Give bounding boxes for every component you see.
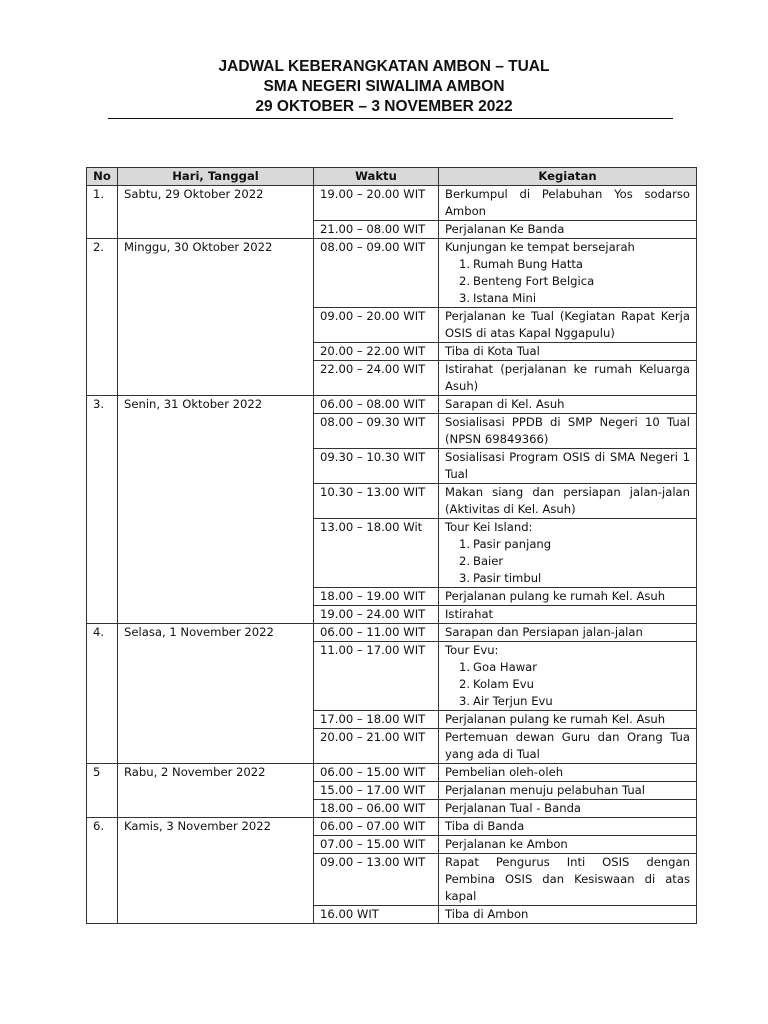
activity-cell: [439, 764, 697, 782]
list-item-text: Goa Hawar: [473, 660, 538, 674]
activity-text: Perjalanan pulang ke rumah Kel. Asuh: [445, 589, 666, 603]
list-item-text: Air Terjun Evu: [473, 694, 553, 708]
title-line-1: JADWAL KEBERANGKATAN AMBON – TUAL: [218, 58, 550, 75]
list-item-text: Kolam Evu: [473, 677, 534, 691]
activity-cell: [439, 782, 697, 800]
time-slot: 06.00 – 15.00 WIT: [314, 764, 439, 782]
activity-text: Tiba di Kota Tual: [445, 344, 540, 358]
activity-text: Pembelian oleh-oleh: [445, 765, 564, 779]
list-item-number: 2.: [459, 274, 471, 288]
activity-cell: [439, 854, 697, 906]
activity-text: Perjalanan pulang ke rumah Kel. Asuh: [445, 712, 666, 726]
time-slot: 06.00 – 07.00 WIT: [314, 818, 439, 836]
list-item-number: 1.: [459, 537, 471, 551]
time-slot: 10.30 – 13.00 WIT: [314, 484, 439, 519]
activity-text: Sarapan dan Persiapan jalan-jalan: [445, 625, 643, 639]
schedule-table: [86, 167, 697, 924]
activity-list-item: [445, 659, 690, 676]
title-underline: [108, 118, 673, 119]
time-slot: 09.00 – 13.00 WIT: [314, 854, 439, 906]
list-item-number: 1.: [459, 660, 471, 674]
activity-text: Makan siang dan persiapan jalan-jalan (Aktivitas di Kel. Asuh): [445, 485, 690, 516]
time-slot: 19.00 – 24.00 WIT: [314, 606, 439, 624]
activity-text: Sarapan di Kel. Asuh: [445, 397, 565, 411]
time-slot: 22.00 – 24.00 WIT: [314, 361, 439, 396]
activity-cell: [439, 836, 697, 854]
header-time: Waktu: [314, 168, 439, 186]
time-slot: 18.00 – 19.00 WIT: [314, 588, 439, 606]
header-no: No: [87, 168, 118, 186]
activity-text: Berkumpul di Pelabuhan Yos sodarso Ambon: [445, 187, 690, 218]
table-row: [87, 764, 697, 782]
activity-list-item: [445, 290, 690, 307]
list-item-number: 2.: [459, 677, 471, 691]
activity-list-item: [445, 553, 690, 570]
time-slot: 11.00 – 17.00 WIT: [314, 642, 439, 711]
list-item-text: Pasir timbul: [473, 571, 542, 585]
activity-cell: [439, 642, 697, 711]
document-title: [0, 57, 768, 117]
activity-list-item: [445, 570, 690, 587]
activity-list-item: [445, 256, 690, 273]
activity-text: Tour Evu:: [445, 643, 499, 657]
time-slot: 15.00 – 17.00 WIT: [314, 782, 439, 800]
list-item-text: Benteng Fort Belgica: [473, 274, 595, 288]
activity-cell: [439, 606, 697, 624]
day-date: Rabu, 2 November 2022: [118, 764, 314, 818]
time-slot: 06.00 – 08.00 WIT: [314, 396, 439, 414]
time-slot: 08.00 – 09.00 WIT: [314, 239, 439, 308]
table-row: [87, 239, 697, 308]
activity-cell: [439, 729, 697, 764]
activity-text: Pertemuan dewan Guru dan Orang Tua yang ada di Tual: [445, 730, 690, 761]
header-activity: Kegiatan: [439, 168, 697, 186]
activity-text: Istirahat: [445, 607, 494, 621]
header-day-date: Hari, Tanggal: [118, 168, 314, 186]
activity-text: Perjalanan ke Ambon: [445, 837, 568, 851]
time-slot: 07.00 – 15.00 WIT: [314, 836, 439, 854]
activity-cell: [439, 519, 697, 588]
activity-cell: [439, 624, 697, 642]
day-number: 6.: [87, 818, 118, 924]
day-date: Minggu, 30 Oktober 2022: [118, 239, 314, 396]
activity-cell: [439, 484, 697, 519]
day-number: 1.: [87, 186, 118, 239]
activity-text: Perjalanan ke Tual (Kegiatan Rapat Kerja OSIS di atas Kapal Nggapulu): [445, 309, 690, 340]
time-slot: 16.00 WIT: [314, 906, 439, 924]
table-row: [87, 624, 697, 642]
activity-list-item: [445, 676, 690, 693]
activity-cell: [439, 239, 697, 308]
time-slot: 09.00 – 20.00 WIT: [314, 308, 439, 343]
table-header-row: [87, 168, 697, 186]
list-item-text: Pasir panjang: [473, 537, 552, 551]
activity-text: Sosialisasi Program OSIS di SMA Negeri 1 Tual: [445, 450, 690, 481]
list-item-text: Baier: [473, 554, 504, 568]
time-slot: 19.00 – 20.00 WIT: [314, 186, 439, 221]
list-item-number: 3.: [459, 571, 471, 585]
time-slot: 21.00 – 08.00 WIT: [314, 221, 439, 239]
activity-cell: [439, 186, 697, 221]
time-slot: 17.00 – 18.00 WIT: [314, 711, 439, 729]
activity-cell: [439, 361, 697, 396]
activity-cell: [439, 800, 697, 818]
activity-list-item: [445, 693, 690, 710]
activity-cell: [439, 308, 697, 343]
time-slot: 18.00 – 06.00 WIT: [314, 800, 439, 818]
time-slot: 20.00 – 22.00 WIT: [314, 343, 439, 361]
activity-text: Tour Kei Island:: [445, 520, 533, 534]
day-date: Senin, 31 Oktober 2022: [118, 396, 314, 624]
activity-text: Sosialisasi PPDB di SMP Negeri 10 Tual (NPSN 69849366): [445, 415, 690, 446]
list-item-number: 2.: [459, 554, 471, 568]
activity-text: Perjalanan Tual - Banda: [445, 801, 582, 815]
schedule-body: [87, 186, 697, 924]
list-item-text: Rumah Bung Hatta: [473, 257, 584, 271]
activity-list-item: [445, 273, 690, 290]
activity-cell: [439, 711, 697, 729]
day-number: 3.: [87, 396, 118, 624]
activity-text: Perjalanan Ke Banda: [445, 222, 565, 236]
time-slot: 20.00 – 21.00 WIT: [314, 729, 439, 764]
activity-cell: [439, 396, 697, 414]
table-row: [87, 396, 697, 414]
day-number: 2.: [87, 239, 118, 396]
time-slot: 13.00 – 18.00 Wit: [314, 519, 439, 588]
list-item-text: Istana Mini: [473, 291, 537, 305]
activity-list-item: [445, 536, 690, 553]
time-slot: 08.00 – 09.30 WIT: [314, 414, 439, 449]
activity-text: Rapat Pengurus Inti OSIS dengan Pembina OSIS dan Kesiswaan di atas kapal: [445, 855, 690, 903]
title-line-2: SMA NEGERI SIWALIMA AMBON: [263, 78, 505, 95]
title-line-3: 29 OKTOBER – 3 NOVEMBER 2022: [255, 98, 513, 115]
day-date: Sabtu, 29 Oktober 2022: [118, 186, 314, 239]
time-slot: 09.30 – 10.30 WIT: [314, 449, 439, 484]
activity-text: Perjalanan menuju pelabuhan Tual: [445, 783, 645, 797]
table-row: [87, 818, 697, 836]
activity-cell: [439, 588, 697, 606]
activity-cell: [439, 221, 697, 239]
day-number: 5: [87, 764, 118, 818]
day-date: Selasa, 1 November 2022: [118, 624, 314, 764]
day-date: Kamis, 3 November 2022: [118, 818, 314, 924]
list-item-number: 3.: [459, 291, 471, 305]
table-row: [87, 186, 697, 221]
day-number: 4.: [87, 624, 118, 764]
activity-text: Kunjungan ke tempat bersejarah: [445, 240, 635, 254]
activity-text: Tiba di Banda: [445, 819, 525, 833]
list-item-number: 3.: [459, 694, 471, 708]
activity-cell: [439, 906, 697, 924]
activity-cell: [439, 818, 697, 836]
activity-cell: [439, 414, 697, 449]
activity-text: Tiba di Ambon: [445, 907, 529, 921]
time-slot: 06.00 – 11.00 WIT: [314, 624, 439, 642]
list-item-number: 1.: [459, 257, 471, 271]
activity-cell: [439, 449, 697, 484]
activity-cell: [439, 343, 697, 361]
activity-text: Istirahat (perjalanan ke rumah Keluarga Asuh): [445, 362, 690, 393]
